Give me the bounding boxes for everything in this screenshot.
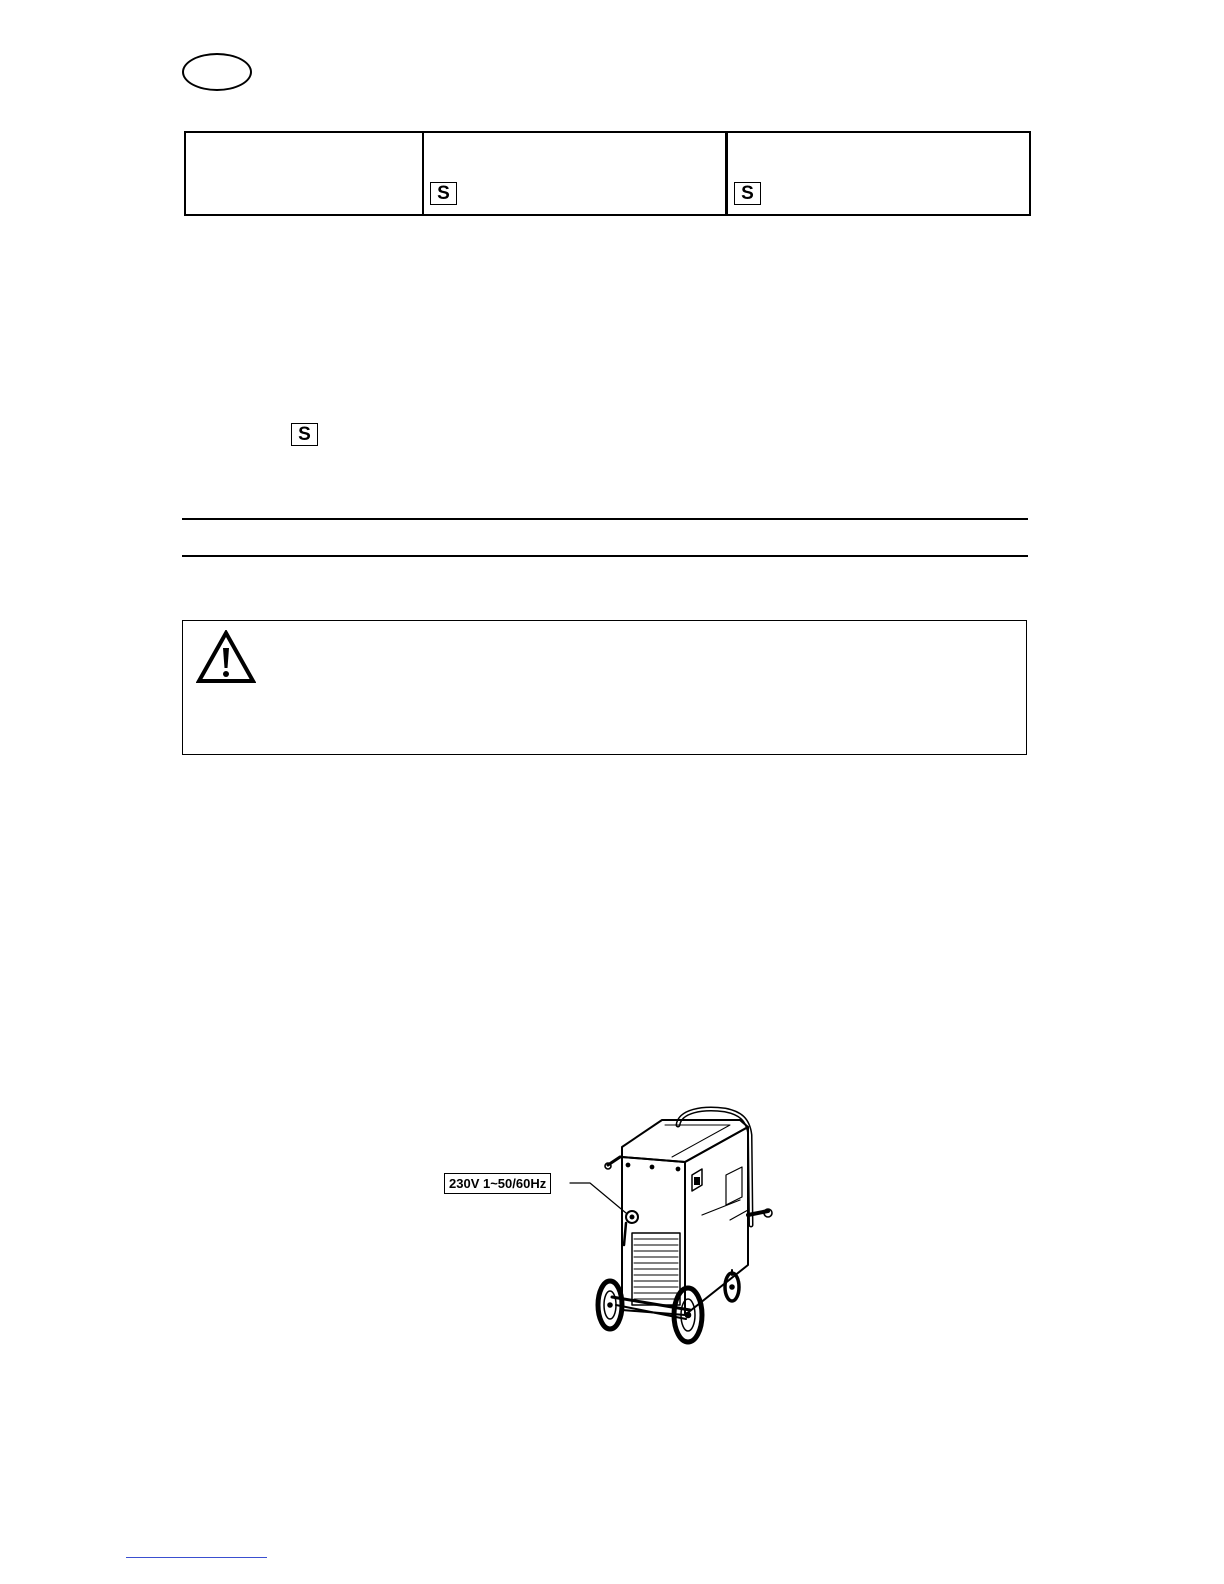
warning-triangle-icon bbox=[196, 630, 256, 684]
s-mark-icon: S bbox=[291, 423, 318, 446]
spec-table-cell bbox=[186, 133, 424, 214]
section-rule-bottom bbox=[182, 555, 1028, 557]
voltage-label: 230V 1~50/60Hz bbox=[444, 1173, 551, 1194]
s-mark-icon: S bbox=[734, 182, 761, 205]
s-mark-icon: S bbox=[430, 182, 457, 205]
spec-table bbox=[184, 131, 1031, 216]
language-oval-marker bbox=[182, 53, 252, 91]
welding-machine-illustration bbox=[440, 1105, 780, 1345]
spec-table-cell bbox=[424, 133, 728, 214]
warning-box bbox=[182, 620, 1027, 755]
spec-table-cell bbox=[728, 133, 1029, 214]
section-rule-top bbox=[182, 518, 1028, 520]
footnote-rule bbox=[126, 1557, 267, 1558]
